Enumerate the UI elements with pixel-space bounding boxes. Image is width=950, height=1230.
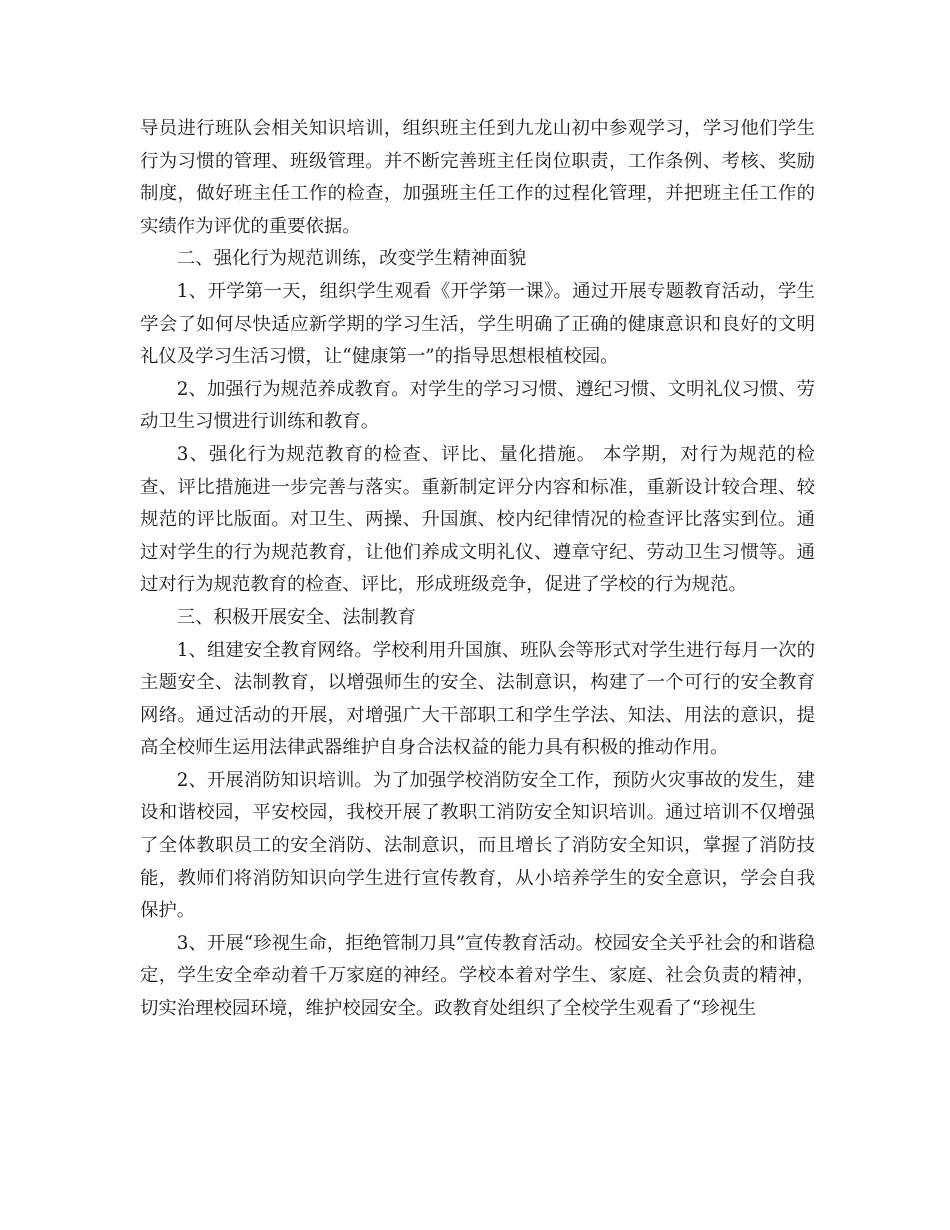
paragraph: 1、开学第一天，组织学生观看《开学第一课》。通过开展专题教育活动，学生学会了如何尽快适应新学期的学习生活，学生明确了正确的健康意识和良好的文明礼仪及学习生活习惯，让“健康第一”的指导思想根植校园。 bbox=[140, 280, 815, 368]
paragraph: 1、组建安全教育网络。学校利用升国旗、班队会等形式对学生进行每月一次的主题安全、法制教育，以增强师生的安全、法制意识，构建了一个可行的安全教育网络。通过活动的开展，对增强广大干部职工和学生学法、知法、用法的意识，提高全校师生运用法律武器维护自身合法权益的能力具有积极的推动作用。 bbox=[140, 639, 815, 759]
section-heading-3: 三、积极开展安全、法制教育 bbox=[176, 606, 416, 628]
section-heading-2: 二、强化行为规范训练，改变学生精神面貌 bbox=[176, 248, 527, 270]
paragraph: 3、强化行为规范教育的检查、评比、量化措施。 本学期，对行为规范的检查、评比措施进一步完善与落实。重新制定评分内容和标准，重新设计较合理、较规范的评比版面。对卫生、两操、升国旗、校内纪律情况的检查评比落实到位。通过对学生的行为规范教育，让他们养成文明礼仪、遵章守纪、劳动卫生习惯等。通过对行为规范教育的检查、评比，形成班级竞争，促进了学校的行为规范。 bbox=[140, 443, 815, 596]
paragraph: 2、开展消防知识培训。为了加强学校消防安全工作，预防火灾事故的发生，建设和谐校园，平安校园，我校开展了教职工消防安全知识培训。通过培训不仅增强了全体教职员工的安全消防、法制意识，而且增长了消防安全知识，掌握了消防技能，教师们将消防知识向学生进行宣传教育，从小培养学生的安全意识，学会自我保护。 bbox=[140, 769, 815, 922]
paragraph: 3、开展“珍视生命，拒绝管制刀具”宣传教育活动。校园安全关乎社会的和谐稳定，学生安全牵动着千万家庭的神经。学校本着对学生、家庭、社会负责的精神，切实治理校园环境，维护校园安全。政教育处组织了全校学生观看了“珍视生 bbox=[140, 932, 815, 1020]
document-body bbox=[140, 113, 815, 1026]
paragraph: 2、加强行为规范养成教育。对学生的学习习惯、遵纪习惯、文明礼仪习惯、劳动卫生习惯进行训练和教育。 bbox=[140, 378, 815, 433]
paragraph-continued: 导员进行班队会相关知识培训，组织班主任到九龙山初中参观学习，学习他们学生行为习惯的管理、班级管理。并不断完善班主任岗位职责，工作条例、考核、奖励制度，做好班主任工作的检查，加强班主任工作的过程化管理，并把班主任工作的实绩作为评优的重要依据。 bbox=[140, 118, 815, 237]
